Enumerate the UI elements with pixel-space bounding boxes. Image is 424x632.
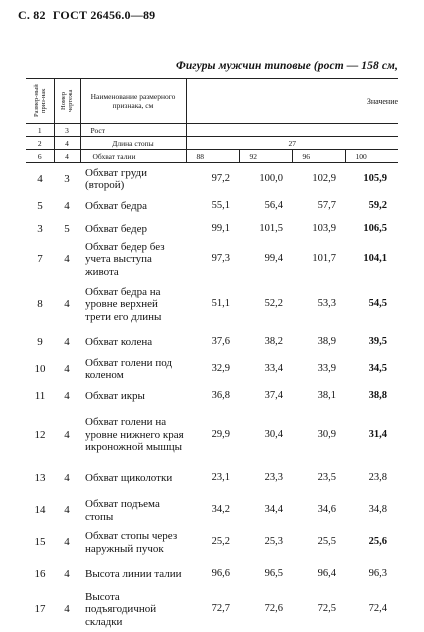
row-drawing: 4 [64, 200, 70, 213]
row-value: 23,5 [317, 472, 336, 484]
row-value: 105,9 [363, 173, 388, 184]
row-value: 32,9 [211, 362, 230, 374]
row-num: 6 [26, 150, 54, 163]
row-name: Обхват груди (второй) [85, 166, 147, 192]
row-name: Обхват щиколотки [85, 472, 173, 485]
row-num: 8 [37, 298, 43, 311]
page-header [18, 8, 159, 23]
waist-value: 92 [239, 150, 292, 163]
measurements-table [26, 78, 398, 628]
row-value: 72,7 [211, 603, 230, 614]
row-value: 102,9 [312, 173, 336, 184]
row-drawing: 3 [54, 124, 80, 137]
row-name: Обхват бедра [85, 200, 147, 213]
row-num: 14 [34, 504, 46, 517]
row-value: 106,5 [363, 222, 388, 234]
table-row [26, 331, 398, 354]
row-value: 72,4 [368, 603, 388, 614]
row-drawing: 4 [64, 253, 70, 266]
row-value: 72,6 [264, 603, 283, 614]
row-num: 9 [37, 335, 43, 348]
row-value: 25,2 [211, 536, 230, 548]
table-row [26, 527, 398, 559]
row-value: 104,1 [363, 253, 388, 265]
row-value: 96,4 [317, 568, 336, 580]
row-value: 59,2 [368, 200, 388, 212]
row-name: Обхват стопы через наружный пучок [85, 530, 178, 555]
row-value: 103,9 [312, 222, 336, 234]
table-row [26, 354, 398, 385]
table-row [26, 163, 398, 196]
row-value: 34,8 [368, 504, 388, 516]
row-value: 25,6 [368, 536, 388, 548]
row-value: 33,9 [317, 362, 336, 374]
row-num: 7 [37, 253, 43, 266]
row-value: 96,5 [264, 568, 283, 580]
row-drawing: 4 [64, 536, 70, 549]
row-value: 56,4 [264, 200, 283, 212]
row-value: 37,6 [211, 335, 230, 347]
row-name: Обхват бедра на уровне верхней трети его длины [85, 285, 162, 323]
row-num: 15 [34, 536, 46, 549]
row-name: Высота подъягодичной складки [85, 590, 157, 628]
table-row [26, 463, 398, 495]
row-drawing: 4 [54, 137, 80, 150]
row-value: 57,7 [317, 200, 336, 212]
param-row-height [26, 124, 398, 137]
row-drawing: 4 [64, 568, 70, 581]
row-value: 99,4 [264, 253, 283, 265]
row-drawing: 4 [54, 150, 80, 163]
row-name: Обхват бедер [85, 222, 147, 235]
row-value: 31,4 [368, 428, 388, 440]
table-row [26, 279, 398, 331]
row-value: 99,1 [211, 222, 230, 234]
row-value: 55,1 [211, 200, 230, 212]
row-value: 33,4 [264, 362, 283, 374]
page-number: С. 82 [18, 8, 46, 22]
row-value: 34,4 [264, 504, 283, 516]
row-value: 25,5 [317, 536, 336, 548]
waist-value: 100 [345, 150, 398, 163]
row-value: 25,3 [264, 536, 283, 548]
waist-value: 88 [186, 150, 239, 163]
row-value: 72,5 [317, 603, 336, 614]
row-value-empty [186, 124, 398, 137]
row-value: 52,2 [264, 298, 283, 310]
document-code: ГОСТ 26456.0—89 [52, 8, 156, 22]
row-value: 23,3 [264, 472, 283, 484]
row-name: Обхват голени под коленом [85, 356, 172, 381]
row-value: 97,3 [211, 253, 230, 265]
row-name: Длина стопы [80, 137, 186, 150]
row-value: 101,7 [312, 253, 336, 265]
row-value: 23,1 [211, 472, 230, 484]
row-value: 34,6 [317, 504, 336, 516]
row-value: 30,4 [264, 428, 283, 440]
row-drawing: 4 [64, 472, 70, 485]
row-value: 27 [186, 137, 398, 150]
row-num: 13 [34, 472, 46, 485]
row-value: 34,5 [368, 362, 388, 374]
row-value: 23,8 [368, 472, 388, 484]
table-row [26, 591, 398, 629]
row-value: 97,2 [211, 173, 230, 184]
row-value: 37,4 [264, 389, 283, 401]
row-value: 96,3 [368, 568, 388, 580]
row-value: 51,1 [211, 298, 230, 310]
column-header-num: Размер-ный приз-нак [26, 79, 54, 124]
row-drawing: 3 [64, 173, 70, 185]
row-num: 5 [37, 200, 43, 213]
row-value: 29,9 [211, 428, 230, 440]
row-value: 54,5 [368, 298, 388, 310]
row-drawing: 5 [64, 222, 70, 235]
table-row [26, 196, 398, 218]
row-drawing: 4 [64, 362, 70, 375]
table-row [26, 241, 398, 279]
row-drawing: 4 [64, 603, 70, 615]
row-name: Обхват голени на уровне нижнего края икроножной мышцы [85, 416, 184, 454]
row-drawing: 4 [64, 298, 70, 311]
row-value: 101,5 [259, 222, 283, 234]
row-num: 3 [37, 222, 43, 235]
row-value: 38,8 [368, 389, 388, 401]
section-title: Фигуры мужчин типовые (рост — 158 см, [175, 60, 398, 72]
param-row-waist [26, 150, 398, 163]
row-value: 96,6 [211, 568, 230, 580]
row-name: Обхват бедер без учета выступа живота [85, 240, 165, 278]
row-num: 16 [34, 568, 46, 581]
row-value: 30,9 [317, 428, 336, 440]
table-row [26, 408, 398, 463]
row-value: 53,3 [317, 298, 336, 310]
row-num: 10 [34, 362, 46, 375]
row-value: 38,1 [317, 389, 336, 401]
row-name: Обхват талии [80, 150, 186, 163]
row-name: Обхват колена [85, 335, 153, 348]
row-num: 12 [34, 428, 46, 441]
row-num: 2 [26, 137, 54, 150]
row-name: Рост [80, 124, 186, 137]
row-name: Высота линии талии [85, 568, 182, 581]
row-num: 11 [34, 389, 46, 402]
row-value: 34,2 [211, 504, 230, 516]
row-drawing: 4 [64, 389, 70, 402]
row-value: 39,5 [368, 335, 388, 347]
table-row [26, 218, 398, 241]
row-num: 1 [26, 124, 54, 137]
row-drawing: 4 [64, 428, 70, 441]
row-drawing: 4 [64, 335, 70, 348]
param-row-foot [26, 137, 398, 150]
row-num: 17 [34, 603, 46, 615]
row-value: 36,8 [211, 389, 230, 401]
column-header-value: Значение [186, 79, 398, 124]
row-num: 4 [37, 173, 43, 185]
table-row [26, 559, 398, 591]
table-header-row [26, 79, 398, 124]
row-value: 100,0 [259, 173, 283, 184]
row-name: Обхват подъема стопы [85, 498, 160, 523]
table-row [26, 385, 398, 408]
column-header-drawing: Номер чертежа [54, 79, 80, 124]
row-value: 38,9 [317, 335, 336, 347]
row-drawing: 4 [64, 504, 70, 517]
column-header-name: Наименование размерного признака, см [80, 79, 186, 124]
waist-value: 96 [292, 150, 345, 163]
row-value: 38,2 [264, 335, 283, 347]
table-row [26, 495, 398, 527]
row-name: Обхват икры [85, 389, 145, 402]
